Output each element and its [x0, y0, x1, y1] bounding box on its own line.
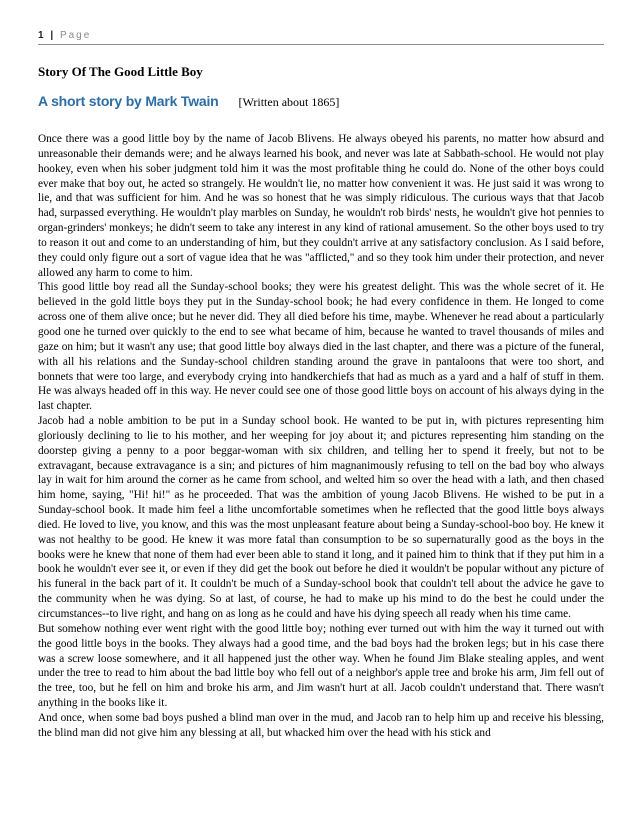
story-title: Story Of The Good Little Boy — [38, 64, 203, 79]
written-note: [Written about 1865] — [238, 95, 340, 109]
paragraph: But somehow nothing ever went right with the good little boy; nothing ever turned out with him the way it turned out with the good little boys in the books. They always had a good time, and the bad boys had the broken legs; but in his case there was a screw loose somewhere, and it all happened just the other way. When he found Jim Blake stealing apples, and went under the tree to read to him about the bad little boy who fell out of a neighbor's apple tree and broke his arm, Jim fell out of the tree, too, but he fell on him and broke his arm, and Jim wasn't hurt at all. Jacob couldn't understand that. There wasn't anything in the books like it. — [38, 622, 604, 710]
paragraph: Once there was a good little boy by the name of Jacob Blivens. He always obeyed his parents, no matter how absurd and unreasonable their demands were; and he always learned his book, and never was late at Sabbath-school. He would not play hookey, even when his sober judgment told him it was the most profitable thing he could do. None of the other boys could ever make that boy out, he acted so strangely. He wouldn't lie, no matter how convenient it was. He just said it was wrong to lie, and that was sufficient for him. And he was so honest that he was simply ridiculous. The curious ways that that Jacob had, surpassed everything. He wouldn't play marbles on Sunday, he wouldn't rob birds' nests, he wouldn't give hot pennies to organ-grinders' monkeys; he didn't seem to take any interest in any kind of rational amusement. So the other boys used to try to reason it out and come to an understanding of him, but they couldn't arrive at any satisfactory conclusion. As I said before, they could only figure out a sort of vague idea that he was "afflicted," and so they took him under their protection, and never allowed any harm to come to him. — [38, 133, 604, 279]
page-label: Page — [59, 30, 92, 41]
paragraph: And once, when some bad boys pushed a blind man over in the mud, and Jacob ran to help him up and receive his blessing, the blind man did not give him any blessing at all, but whacked him over the head with his stick and — [38, 711, 604, 739]
page-header — [38, 30, 604, 41]
header-separator: | — [50, 30, 54, 41]
page-number: 1 — [38, 30, 45, 41]
paragraph: Jacob had a noble ambition to be put in a Sunday school book. He wanted to be put in, with pictures representing him gloriously declining to lie to his mother, and her weeping for joy about it; and pictures representing him standing on the doorstep giving a penny to a poor beggar-woman with six children, and telling her to spend it freely, but not to be extravagant, because extravagance is a sin; and pictures of him magnanimously refusing to tell on the bad boy who always lay in wait for him around the corner as he came from school, and welted him so over the head with a lath, and then chased him home, saying, "Hi! hi!" as he proceeded. That was the ambition of young Jacob Blivens. He wished to be put in a Sunday-school book. It made him feel a lithe uncomfortable sometimes when he reflected that the good little boys always died. He loved to live, you know, and this was the most unpleasant feature about being a Sunday-school-boo boy. He knew it was not healthy to be good. He knew it was more fatal than consumption to be so supernaturally good as the boys in the books were he knew that none of them had ever been able to stand it long, and it pained him to think that if they put him in a book he wouldn't ever see it, or even if they did get the book out before he died it wouldn't be popular without any picture of his funeral in the back part of it. It couldn't be much of a Sunday-school book that couldn't tell about the advice he gave to the community when he was dying. So at last, of course, he had to make up his mind to do the best he could under the circumstances--to live right, and hang on as long as he could and have his dying speech all ready when his time came. — [38, 415, 604, 620]
story-subtitle: A short story by Mark Twain — [38, 93, 219, 109]
paragraph: This good little boy read all the Sunday-school books; they were his greatest delight. This was the whole secret of it. He believed in the gold little boys they put in the Sunday-school book; he had every confidence in them. He longed to come across one of them alive once; but he never did. They all died before his time, maybe. Whenever he read about a particularly good one he turned over quickly to the end to see what became of him, because he wanted to travel thousands of miles and gaze on him; but it wasn't any use; that good little boy always died in the last chapter, and there was a picture of the funeral, with all his relations and the Sunday-school children standing around the grave in pantaloons that were too short, and bonnets that were too large, and everybody crying into handkerchiefs that had as much as a yard and a half of stuff in them. He was always headed off in this way. He never could see one of those good little boys on account of his always dying in the last chapter. — [38, 281, 604, 413]
header-divider — [38, 44, 604, 45]
story-body — [38, 132, 604, 822]
subtitle-row — [38, 93, 339, 111]
